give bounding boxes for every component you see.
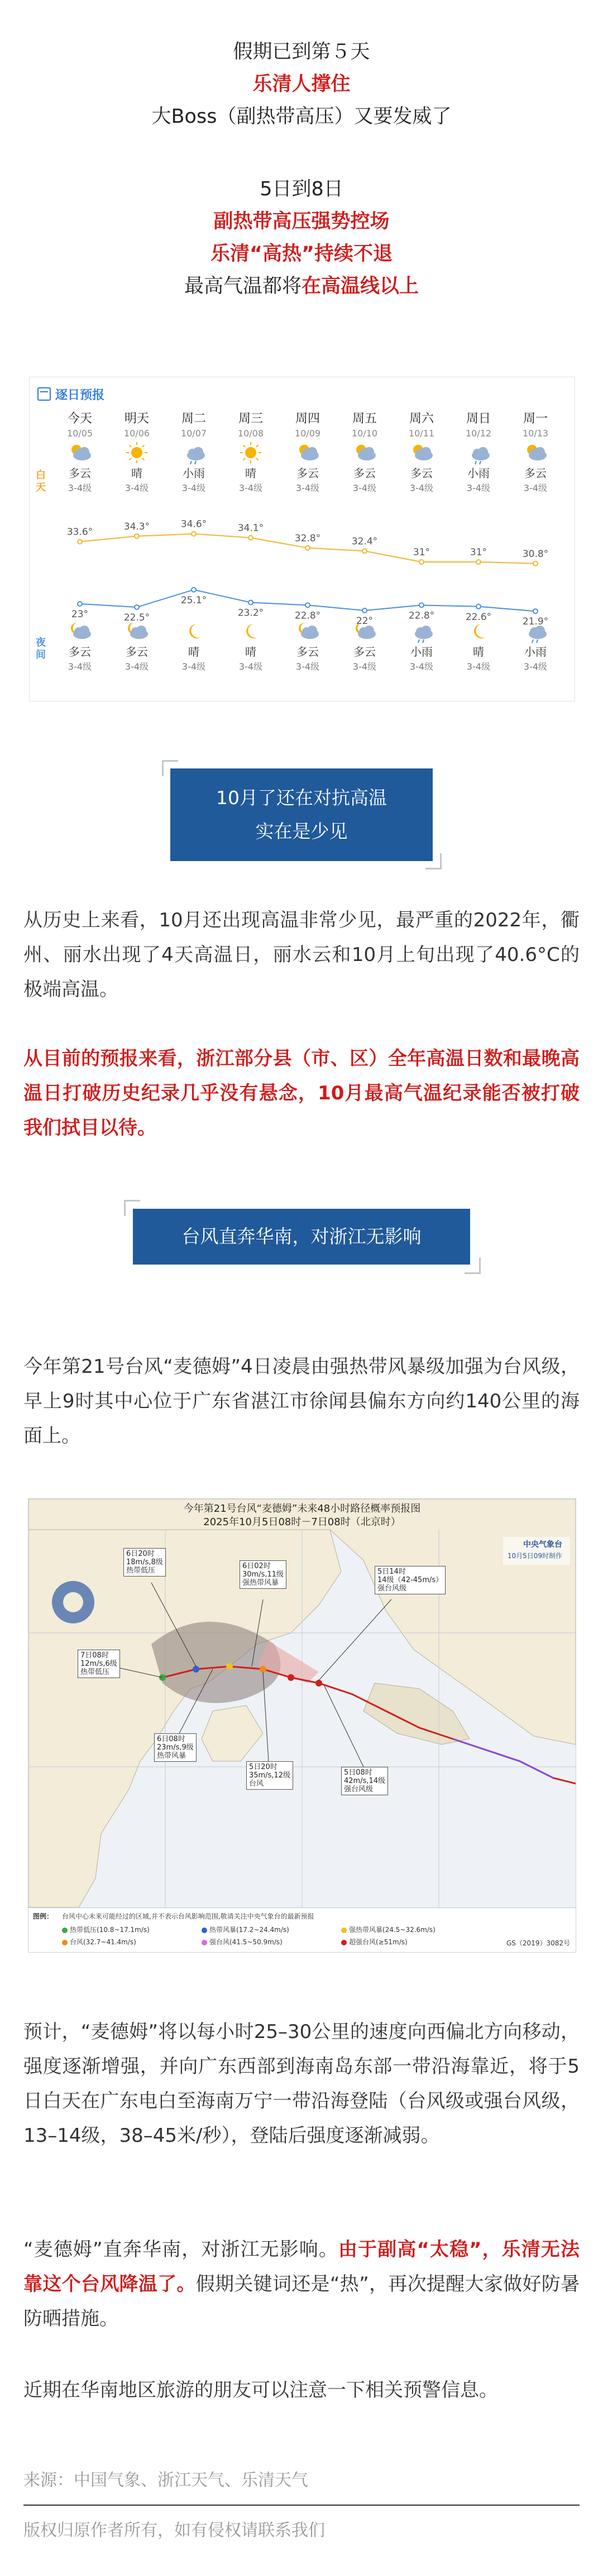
map-label-5-20: 5日20时 35m/s,12级 台风 xyxy=(246,1761,293,1790)
chart-spacer xyxy=(394,496,449,618)
legend-title: 图例： xyxy=(33,1912,54,1920)
day-name: 周一 xyxy=(523,412,548,426)
day-wind: 3-4级 xyxy=(352,483,377,493)
forecast-day-10-09 xyxy=(280,411,336,674)
night-weather: 晴 xyxy=(188,645,199,659)
day-date: 10/10 xyxy=(351,428,378,439)
light-rain-icon xyxy=(451,440,506,465)
paragraph-typhoon-track: 预计，“麦德姆”将以每小时25–30公里的速度向西偏北方向移动，强度逐渐增强，并向广东西部到海南岛东部一带沿海靠近，将于5日白天在广东电白至海南万宁一带沿海登陆（台风级或强台风级，13–14级，38–45米/秒），登陆后强度逐渐减弱。 xyxy=(23,2021,580,2147)
low-temp-label: 22.8° xyxy=(294,610,321,622)
chart-spacer xyxy=(451,496,506,618)
low-temp-label: 22° xyxy=(356,616,374,627)
day-name: 周六 xyxy=(409,412,434,426)
night-weather: 小雨 xyxy=(524,645,547,659)
moon-icon xyxy=(451,618,506,644)
moon-icon xyxy=(223,618,279,644)
forecast-day-10-10 xyxy=(337,411,393,674)
chart-spacer xyxy=(508,496,563,618)
legend-color-dot xyxy=(62,1940,68,1945)
rain-night-icon xyxy=(394,618,449,644)
forecast-card xyxy=(29,377,575,701)
night-wind: 3-4级 xyxy=(125,661,149,672)
forecast-day-10-13 xyxy=(508,411,563,674)
high-temp-label: 32.8° xyxy=(294,532,321,544)
day-weather: 晴 xyxy=(131,467,142,480)
section-banner-2 xyxy=(133,1209,470,1265)
night-wind: 3-4级 xyxy=(238,661,263,672)
night-weather: 多云 xyxy=(126,645,148,659)
day-weather: 多云 xyxy=(69,467,91,480)
day-wind: 3-4级 xyxy=(409,483,434,493)
sunny-icon xyxy=(223,440,279,465)
paragraph-forecast-text: 从目前的预报来看，浙江部分县（市、区）全年高温日数和最晚高温日打破历史纪录几乎没有悬念，10月最高气温纪录能否被打破我们拭目以待。 xyxy=(23,1047,580,1139)
day-date: 10/08 xyxy=(237,428,264,439)
high-temp-label: 34.3° xyxy=(123,521,150,532)
day-wind: 3-4级 xyxy=(295,483,320,493)
high-temp-label: 30.8° xyxy=(522,548,549,560)
legend-color-dot xyxy=(341,1940,347,1945)
summary-line-3: 乐清“高热”持续不退 xyxy=(210,243,393,265)
legend-item xyxy=(341,1925,436,1934)
partly-cloudy-icon xyxy=(280,440,336,465)
legend-note: 台风中心未来可能经过的区域,并不表示台风影响范围,敬请关注中央气象台的最新预报 xyxy=(62,1912,314,1920)
intro-block xyxy=(0,36,603,133)
map-graphic xyxy=(28,1499,576,1952)
day-weather: 多云 xyxy=(296,467,319,480)
day-date: 10/07 xyxy=(180,428,207,439)
side-label-day: 白天 xyxy=(36,469,46,493)
chart-spacer xyxy=(280,496,336,618)
day-name: 明天 xyxy=(124,412,149,426)
paragraph-impact-suffix: 假期关键词还是“热”，再次提醒大家做好防暑防晒措施。 xyxy=(23,2273,580,2330)
high-temp-label: 32.4° xyxy=(351,536,378,547)
day-wind: 3-4级 xyxy=(238,483,263,493)
day-weather: 多云 xyxy=(410,467,433,480)
night-weather: 晴 xyxy=(473,645,484,659)
map-agency xyxy=(508,1539,562,1561)
sunny-icon xyxy=(109,440,165,465)
summary-block xyxy=(0,173,603,302)
low-temp-label: 21.9° xyxy=(522,616,549,628)
paragraph-forecast xyxy=(23,1041,580,1145)
section-banner-1 xyxy=(170,768,433,861)
partly-cloudy-icon xyxy=(52,440,108,465)
night-wind: 3-4级 xyxy=(352,661,377,672)
day-wind: 3-4级 xyxy=(125,483,149,493)
summary-line-4 xyxy=(0,270,603,302)
day-weather: 小雨 xyxy=(183,467,205,480)
legend-item-label: 强台风(41.5~50.9m/s) xyxy=(209,1938,283,1946)
summary-line-1: 5日到8日 xyxy=(260,178,343,200)
night-weather: 晴 xyxy=(245,645,256,659)
banner-corner-bottom xyxy=(425,853,442,869)
copyright-note: 版权归原作者所有，如有侵权请联系我们 xyxy=(23,2521,325,2540)
side-label-night: 夜间 xyxy=(36,637,46,661)
legend-item-label: 超强台风(≥51m/s) xyxy=(349,1938,408,1946)
day-name: 今天 xyxy=(67,412,92,426)
forecast-day-10-07 xyxy=(166,411,222,674)
chart-spacer xyxy=(109,496,165,618)
forecast-day-10-12 xyxy=(451,411,506,674)
legend-item-label: 热带低压(10.8~17.1m/s) xyxy=(70,1926,150,1934)
paragraph-history: 从历史上来看，10月还出现高温非常少见，最严重的2022年，衢州、丽水出现了4天高温日，丽水云和10月上旬出现了40.6°C的极端高温。 xyxy=(23,909,580,1001)
day-wind: 3-4级 xyxy=(181,483,206,493)
day-date: 10/06 xyxy=(123,428,150,439)
night-weather: 多云 xyxy=(353,645,376,659)
high-temp-label: 33.6° xyxy=(66,526,93,538)
legend-color-dot xyxy=(202,1928,207,1933)
paragraph-impact-highlight: 由于副高“太稳”，乐清无法靠这个台风降温了。 xyxy=(23,2238,580,2295)
forecast-day-10-05 xyxy=(52,411,108,674)
chart-spacer xyxy=(223,496,279,618)
day-date: 10/11 xyxy=(408,428,435,439)
typhoon-track-map xyxy=(28,1498,576,1953)
forecast-day-10-06 xyxy=(109,411,165,674)
legend-item xyxy=(62,1925,150,1934)
forecast-day-10-08 xyxy=(223,411,279,674)
high-temp-label: 31° xyxy=(470,547,487,558)
partly-cloudy-icon xyxy=(394,440,449,465)
cloudy-night-icon xyxy=(52,618,108,644)
footer-divider xyxy=(23,2505,580,2506)
chart-spacer xyxy=(337,496,393,618)
legend-item-label: 台风(32.7~41.4m/s) xyxy=(70,1938,136,1946)
paragraph-warning: 近期在华南地区旅游的朋友可以注意一下相关预警信息。 xyxy=(23,2379,498,2401)
day-weather: 晴 xyxy=(245,467,256,480)
day-wind: 3-4级 xyxy=(68,483,92,493)
low-temp-label: 22.8° xyxy=(408,610,435,622)
day-date: 10/09 xyxy=(294,428,321,439)
low-temp-label: 22.6° xyxy=(465,611,492,623)
calendar-icon xyxy=(37,387,51,401)
section-2-title: 台风直奔华南，对浙江无影响 xyxy=(181,1225,422,1247)
night-wind: 3-4级 xyxy=(409,661,434,672)
forecast-day-10-11 xyxy=(394,411,449,674)
map-label-7-08: 7日08时 12m/s,6级 热带低压 xyxy=(78,1650,120,1678)
legend-item xyxy=(202,1937,283,1947)
night-wind: 3-4级 xyxy=(295,661,320,672)
low-temp-label: 25.1° xyxy=(180,594,207,606)
legend-color-dot xyxy=(341,1928,347,1933)
map-label-5-08: 5日08时 42m/s,14级 强台风级 xyxy=(341,1767,388,1795)
legend-item xyxy=(62,1937,136,1947)
night-wind: 3-4级 xyxy=(523,661,548,672)
low-temp-label: 23.2° xyxy=(237,607,264,619)
day-wind: 3-4级 xyxy=(466,483,491,493)
legend-item-label: 热带风暴(17.2~24.4m/s) xyxy=(209,1926,289,1934)
legend-color-dot xyxy=(62,1928,68,1933)
intro-line-2: 乐清人撑住 xyxy=(252,73,351,95)
day-date: 10/13 xyxy=(522,428,549,439)
night-wind: 3-4级 xyxy=(68,661,92,672)
cloudy-night-icon xyxy=(109,618,165,644)
day-weather: 多云 xyxy=(524,467,547,480)
day-weather: 多云 xyxy=(353,467,376,480)
legend-item xyxy=(341,1937,408,1947)
summary-line-2: 副热带高压强势控场 xyxy=(213,210,390,233)
forecast-header xyxy=(37,385,104,403)
map-label-5-14: 5日14时 14级（42-45m/s） 强台风级 xyxy=(375,1566,446,1594)
cloudy-night-icon xyxy=(337,618,393,644)
low-temp-label: 22.5° xyxy=(123,612,150,623)
night-weather: 多云 xyxy=(69,645,91,659)
day-date: 10/05 xyxy=(66,428,93,439)
light-rain-icon xyxy=(166,440,222,465)
night-wind: 3-4级 xyxy=(466,661,491,672)
summary-line-4-prefix: 最高气温都将 xyxy=(184,275,302,297)
map-agency-name: 中央气象台 xyxy=(523,1540,562,1549)
high-temp-label: 31° xyxy=(413,547,430,558)
section-1-line-2: 实在是少见 xyxy=(255,820,348,842)
day-name: 周日 xyxy=(466,412,491,426)
map-agency-time: 10月5日09时制作 xyxy=(507,1552,562,1560)
forecast-header-title: 逐日预报 xyxy=(55,388,105,402)
map-label-6-08: 6日08时 23m/s,9级 热带风暴 xyxy=(154,1733,197,1762)
night-wind: 3-4级 xyxy=(181,661,206,672)
day-name: 周三 xyxy=(238,412,263,426)
day-name: 周四 xyxy=(295,412,320,426)
day-name: 周二 xyxy=(181,412,206,426)
paragraph-impact xyxy=(23,2232,580,2336)
day-weather: 小雨 xyxy=(467,467,490,480)
legend-color-dot xyxy=(202,1940,207,1945)
paragraph-typhoon-intro: 今年第21号台风“麦德姆”4日凌晨由强热带风暴级加强为台风级，早上9时其中心位于广东省湛江市徐闻县偏东方向约140公里的海面上。 xyxy=(23,1356,580,1447)
banner-2-corner-bottom xyxy=(465,1258,481,1274)
high-temp-label: 34.1° xyxy=(237,522,264,534)
map-title-line-2: 2025年10月5日08时－7日08时（北京时） xyxy=(203,1516,401,1528)
source-credit: 来源：中国气象、浙江天气、乐清天气 xyxy=(23,2471,308,2490)
map-approval-number: GS（2019）3082号 xyxy=(506,1939,570,1947)
partly-cloudy-icon xyxy=(508,440,563,465)
cloudy-night-icon xyxy=(280,618,336,644)
map-title-line-1: 今年第21号台风“麦德姆”未来48小时路径概率预报图 xyxy=(183,1503,421,1515)
summary-line-4-highlight: 在高温线以上 xyxy=(302,275,419,297)
partly-cloudy-icon xyxy=(337,440,393,465)
section-1-line-1: 10月了还在对抗高温 xyxy=(216,787,387,809)
night-weather: 小雨 xyxy=(410,645,433,659)
night-weather: 多云 xyxy=(296,645,319,659)
high-temp-label: 34.6° xyxy=(180,518,207,530)
day-date: 10/12 xyxy=(465,428,492,439)
map-legend xyxy=(28,1907,576,1953)
map-label-6-20: 6日20时 18m/s,8级 热带低压 xyxy=(123,1548,166,1577)
chart-spacer xyxy=(166,496,222,618)
day-wind: 3-4级 xyxy=(523,483,548,493)
moon-icon xyxy=(166,618,222,644)
intro-line-3: 大Boss（副热带高压）又要发威了 xyxy=(151,105,452,128)
rain-night-icon xyxy=(508,618,563,644)
legend-item xyxy=(202,1925,289,1934)
map-title xyxy=(28,1502,576,1529)
low-temp-label: 23° xyxy=(71,609,89,620)
map-label-6-02: 6日02时 30m/s,11级 强热带风暴 xyxy=(240,1560,286,1589)
day-name: 周五 xyxy=(352,412,377,426)
intro-line-1: 假期已到第５天 xyxy=(233,41,370,63)
chart-spacer xyxy=(52,496,108,618)
legend-item-label: 强热带风暴(24.5~32.6m/s) xyxy=(349,1926,436,1934)
paragraph-impact-prefix: “麦德姆”直奔华南，对浙江无影响。 xyxy=(23,2238,339,2261)
